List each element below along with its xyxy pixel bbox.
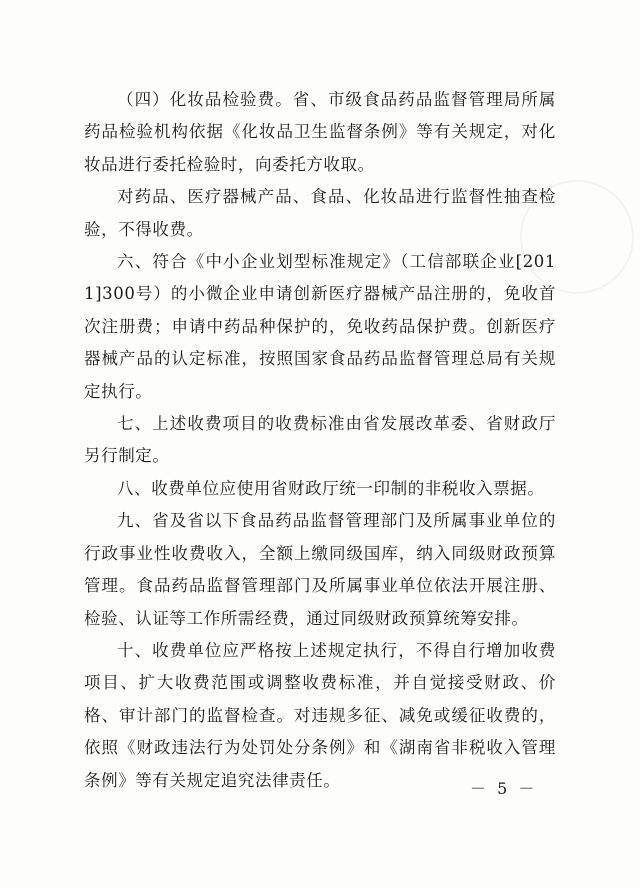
paragraph-nine-revenue-management: 九、省及省以下食品药品监督管理部门及所属事业单位的行政事业性收费收入，全额上缴同级国库，纳入同级财政预算管理。食品药品监督管理部门及所属事业单位依法开展注册、检验、认证等工作所需经费，通过同级财政预算统筹安排。 bbox=[84, 511, 556, 628]
paragraph-spot-check-no-fee: 对药品、医疗器械产品、食品、化妆品进行监督性抽查检验，不得收费。 bbox=[84, 187, 556, 239]
paragraph-cosmetics-inspection-fee: （四）化妆品检验费。省、市级食品药品监督管理局所属药品检验机构依据《化妆品卫生监督条例》等有关规定，对化妆品进行委托检验时，向委托方收取。 bbox=[84, 90, 556, 174]
document-body bbox=[84, 84, 556, 797]
paragraph-ten-compliance: 十、收费单位应严格按上述规定执行，不得自行增加收费项目、扩大收费范围或调整收费标准，并自觉接受财政、价格、审计部门的监督检查。对违规多征、减免或缓征收费的，依照《财政违法行为处罚处分条例》和《湖南省非税收入管理条例》等有关规定追究法律责任。 bbox=[84, 640, 556, 790]
paragraph-seven-fee-standards: 七、上述收费项目的收费标准由省发展改革委、省财政厅另行制定。 bbox=[84, 414, 556, 466]
paragraph-eight-receipts: 八、收费单位应使用省财政厅统一印制的非税收入票据。 bbox=[117, 478, 545, 498]
paragraph-six-small-enterprise-exemption: 六、符合《中小企业划型标准规定》（工信部联企业[2011]300号）的小微企业申请创新医疗器械产品注册的，免收首次注册费；申请中药品种保护的，免收药品保护费。创新医疗器械产品的认定标准，按照国家食品药品监督管理总局有关规定执行。 bbox=[84, 252, 556, 401]
page-number: － 5 － bbox=[470, 779, 538, 798]
